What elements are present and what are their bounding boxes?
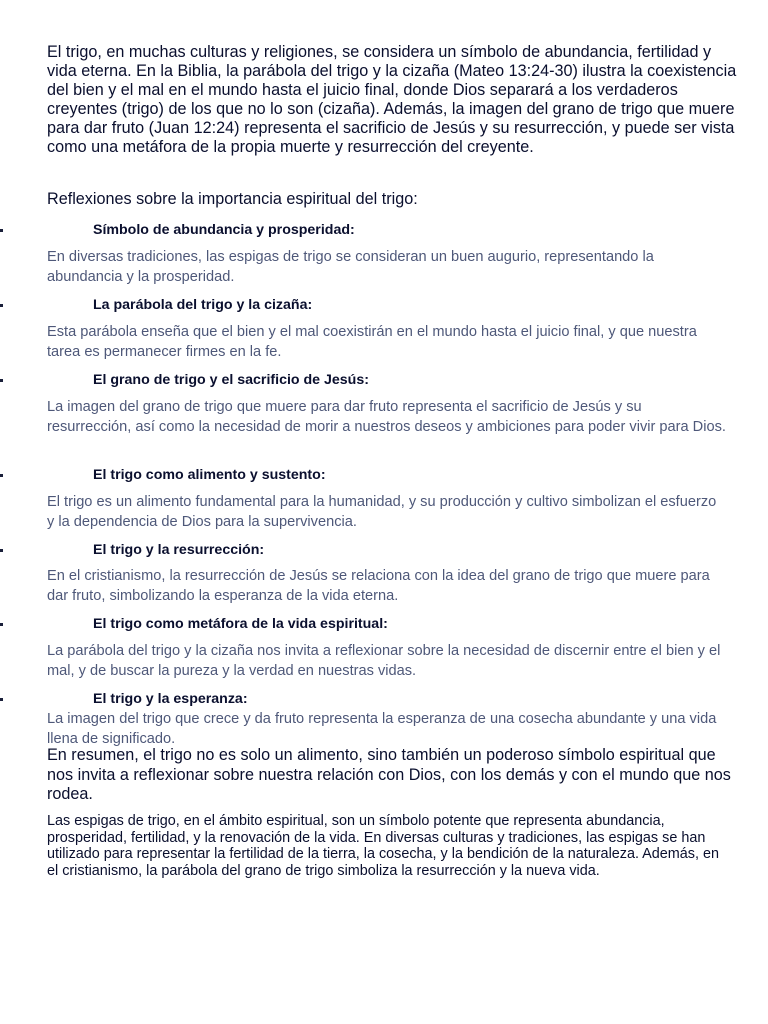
item-title-vida-espiritual: El trigo como metáfora de la vida espiritual: (93, 616, 388, 632)
closing-paragraph: Las espigas de trigo, en el ámbito espiritual, son un símbolo potente que representa abundancia, prosperidad, fertilidad, y la renovación de la vida. En diversas culturas y tradiciones, las espigas se han utilizado para representar la fertilidad de la tierra, la cosecha, y la bendición de la naturaleza. Además, en el cristianismo, la parábola del grano de trigo simboliza la resurrección y la nueva vida. (47, 813, 719, 879)
item-description-parabola: Esta parábola enseña que el bien y el mal coexistirán en el mundo hasta el juicio final, y que nuestra tarea es permanecer firmes en la fe. (47, 324, 697, 361)
summary-paragraph: En resumen, el trigo no es solo un alimento, sino también un poderoso símbolo espiritual que nos invita a reflexionar sobre nuestra relación con Dios, con los demás y con el mundo que nos rodea. (47, 746, 731, 804)
item-title-parabola: La parábola del trigo y la cizaña: (93, 297, 313, 313)
list-bullet (0, 379, 3, 382)
list-bullet (0, 229, 3, 232)
intro-paragraph: El trigo, en muchas culturas y religiones, se considera un símbolo de abundancia, fertilidad y vida eterna. En la Biblia, la parábola del trigo y la cizaña (Mateo 13:24-30) ilustra la coexistencia del bien y el mal en el mundo hasta el juicio final, donde Dios separará a los verdaderos creyentes (trigo) de los que no lo son (cizaña). Además, la imagen del grano de trigo que muere para dar fruto (Juan 12:24) representa el sacrificio de Jesús y su resurrección, y puede ser vista como una metáfora de la propia muerte y resurrección del creyente. (47, 43, 737, 156)
item-description-sacrificio: La imagen del grano de trigo que muere para dar fruto representa el sacrificio de Jesús y su resurrección, así como la necesidad de morir a nuestros deseos y ambiciones para poder vivir para Dios. (47, 399, 726, 436)
reflections-heading: Reflexiones sobre la importancia espiritual del trigo: (47, 190, 418, 208)
item-title-sacrificio: El grano de trigo y el sacrificio de Jesús: (93, 372, 369, 388)
item-description-resurreccion: En el cristianismo, la resurrección de Jesús se relaciona con la idea del grano de trigo que muere para dar fruto, simbolizando la esperanza de la vida eterna. (47, 568, 710, 605)
item-title-esperanza: El trigo y la esperanza: (93, 691, 248, 707)
list-bullet (0, 304, 3, 307)
item-title-alimento: El trigo como alimento y sustento: (93, 467, 326, 483)
list-bullet (0, 698, 3, 701)
item-description-alimento: El trigo es un alimento fundamental para la humanidad, y su producción y cultivo simbolizan el esfuerzo y la dependencia de Dios para la supervivencia. (47, 494, 717, 531)
list-bullet (0, 549, 3, 552)
list-bullet (0, 474, 3, 477)
list-bullet (0, 623, 3, 626)
item-title-abundancia: Símbolo de abundancia y prosperidad: (93, 222, 355, 238)
item-description-vida-espiritual: La parábola del trigo y la cizaña nos invita a reflexionar sobre la necesidad de discernir entre el bien y el mal, y de buscar la pureza y la verdad en nuestras vidas. (47, 643, 721, 680)
item-description-esperanza: La imagen del trigo que crece y da fruto representa la esperanza de una cosecha abundante y una vida llena de significado. (47, 711, 717, 748)
item-title-resurreccion: El trigo y la resurrección: (93, 542, 265, 558)
item-description-abundancia: En diversas tradiciones, las espigas de trigo se consideran un buen augurio, representando la abundancia y la prosperidad. (47, 249, 654, 286)
